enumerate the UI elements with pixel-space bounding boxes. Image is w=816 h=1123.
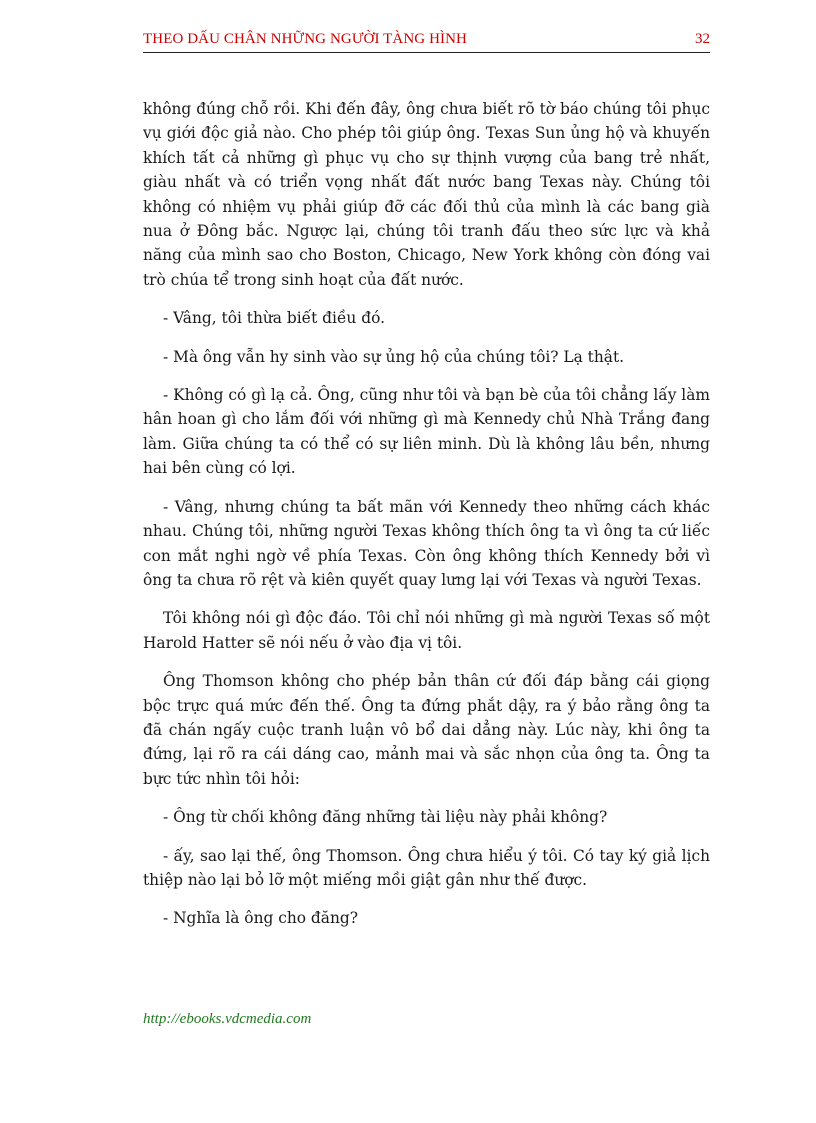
paragraph: - Ông từ chối không đăng những tài liệu này phải không? — [163, 808, 608, 827]
page-header — [143, 30, 710, 53]
paragraph: Ông Thomson không cho phép bản thân cứ đối đáp bằng cái giọng bộc trực quá mức đến thế. Ông ta đứng phắt dậy, ra ý bảo rằng ông ta đã chán ngấy cuộc tranh luận vô bổ dai dẳng này. Lúc này, khi ông ta đứng, lại rõ ra cái dáng cao, mảnh mai và sắc nhọn của ông ta. Ông ta bực tức nhìn tôi hỏi: — [143, 672, 710, 788]
paragraph: không đúng chỗ rồi. Khi đến đây, ông chưa biết rõ tờ báo chúng tôi phục vụ giới độc giả nào. Cho phép tôi giúp ông. Texas Sun ủng hộ và khuyến khích tất cả những gì phục vụ cho sự thịnh vượng của bang trẻ nhất, giàu nhất và có triển vọng nhất đất nước bang Texas này. Chúng tôi không có nhiệm vụ phải giúp đỡ các đối thủ của mình là các bang già nua ở Đông bắc. Ngược lại, chúng tôi tranh đấu theo sức lực và khả năng của mình sao cho Boston, Chicago, New York không còn đóng vai trò chúa tể trong sinh hoạt của đất nước. — [143, 100, 710, 289]
page-number: 32 — [695, 31, 710, 47]
paragraph: - Vâng, tôi thừa biết điều đó. — [163, 309, 385, 328]
page-body — [143, 97, 710, 945]
footer-url: http://ebooks.vdcmedia.com — [143, 1011, 312, 1027]
paragraph: - Nghĩa là ông cho đăng? — [163, 909, 358, 928]
paragraph: Tôi không nói gì độc đáo. Tôi chỉ nói những gì mà người Texas số một Harold Hatter sẽ nói nếu ở vào địa vị tôi. — [143, 609, 710, 652]
book-title: THEO DẤU CHÂN NHỮNG NGƯỜI TÀNG HÌNH — [143, 31, 467, 47]
paragraph: - Mà ông vẫn hy sinh vào sự ủng hộ của chúng tôi? Lạ thật. — [163, 347, 625, 366]
paragraph: - Vâng, nhưng chúng ta bất mãn với Kennedy theo những cách khác nhau. Chúng tôi, những người Texas không thích ông ta vì ông ta cứ liếc con mắt nghi ngờ về phía Texas. Còn ông không thích Kennedy bởi vì ông ta chưa rõ rệt và kiên quyết quay lưng lại với Texas và người Texas. — [143, 497, 710, 589]
paragraph: - ấy, sao lại thế, ông Thomson. Ông chưa hiểu ý tôi. Có tay ký giả lịch thiệp nào lại bỏ lỡ một miếng mồi giật gân như thế được. — [143, 846, 710, 889]
paragraph: - Không có gì lạ cả. Ông, cũng như tôi và bạn bè của tôi chẳng lấy làm hân hoan gì cho lắm đối với những gì mà Kennedy chủ Nhà Trắng đang làm. Giữa chúng ta có thể có sự liên minh. Dù là không lâu bền, nhưng hai bên cùng có lợi. — [143, 386, 710, 478]
